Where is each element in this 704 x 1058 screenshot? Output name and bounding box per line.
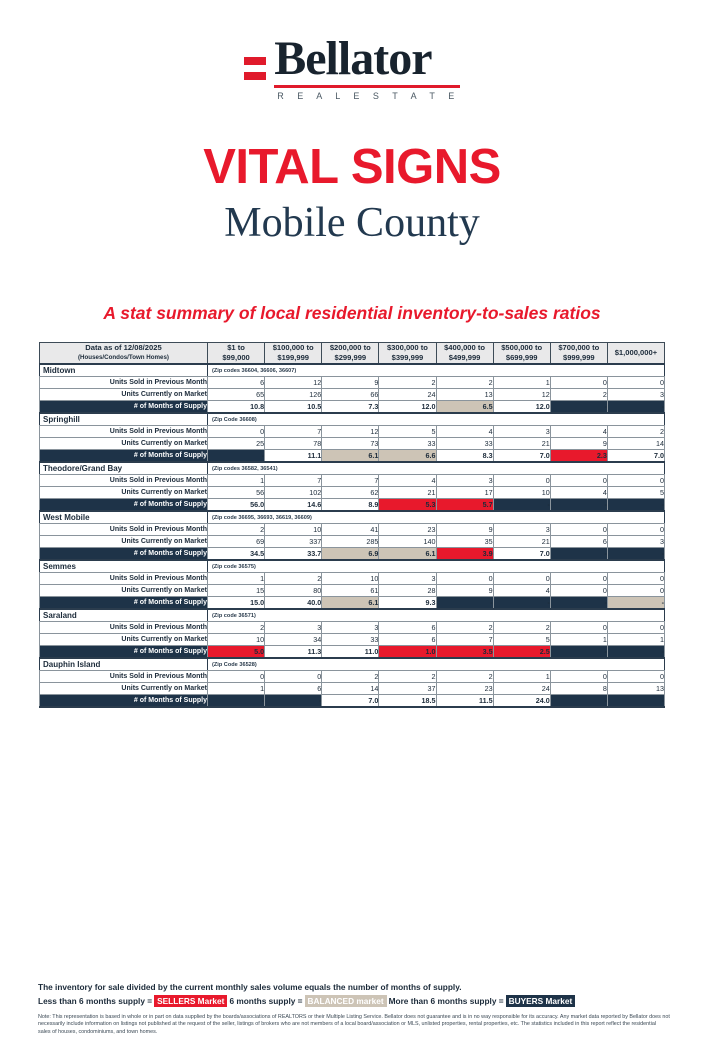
cell-market-1: 337 — [265, 536, 322, 548]
table-row — [40, 683, 665, 695]
cell-supply-0: 34.5 — [208, 548, 265, 561]
cell-market-3: 140 — [379, 536, 436, 548]
cell-market-4: 7 — [436, 634, 493, 646]
cell-sold-6: 0 — [550, 377, 607, 389]
cell-sold-2: 2 — [322, 671, 379, 683]
table-row — [40, 499, 665, 512]
cell-supply-5: 24.0 — [493, 695, 550, 708]
section-row-3 — [40, 511, 665, 524]
page-title: VITAL SIGNS — [203, 140, 501, 194]
section-row-1 — [40, 413, 665, 426]
cell-market-2: 14 — [322, 683, 379, 695]
cell-sold-1: 7 — [265, 426, 322, 438]
section-zips: (Zip Code 36528) — [208, 658, 665, 671]
cell-market-4: 17 — [436, 487, 493, 499]
cell-market-1: 80 — [265, 585, 322, 597]
cell-sold-5: 2 — [493, 622, 550, 634]
cell-supply-1: 14.6 — [265, 499, 322, 512]
cell-supply-5: - — [493, 499, 550, 512]
cell-market-4: 33 — [436, 438, 493, 450]
row-label-market: Units Currently on Market — [40, 683, 208, 695]
footer — [38, 982, 670, 1037]
cell-sold-7: 0 — [607, 524, 664, 536]
cell-market-7: 3 — [607, 389, 664, 401]
column-header-4: $400,000 to $499,999 — [436, 343, 493, 365]
cell-supply-7: - — [607, 499, 664, 512]
row-label-sold: Units Sold in Previous Month — [40, 573, 208, 585]
column-header-2: $200,000 to $299,999 — [322, 343, 379, 365]
row-label-sold: Units Sold in Previous Month — [40, 622, 208, 634]
cell-market-2: 33 — [322, 634, 379, 646]
logo-name: Bellator — [274, 32, 432, 85]
cell-sold-7: 2 — [607, 426, 664, 438]
cell-supply-5: 7.0 — [493, 548, 550, 561]
cell-sold-5: 3 — [493, 426, 550, 438]
table-row — [40, 426, 665, 438]
column-header-0: $1 to $99,000 — [208, 343, 265, 365]
cell-sold-1: 12 — [265, 377, 322, 389]
section-zips: (Zip code 36571) — [208, 609, 665, 622]
table-row — [40, 389, 665, 401]
section-name: Midtown — [40, 364, 208, 377]
cell-market-6: 2 — [550, 389, 607, 401]
row-label-supply: # of Months of Supply — [40, 499, 208, 512]
cell-supply-2: 6.1 — [322, 450, 379, 463]
cell-market-4: 9 — [436, 585, 493, 597]
cell-supply-3: 6.6 — [379, 450, 436, 463]
section-name: Saraland — [40, 609, 208, 622]
cell-supply-2: 7.3 — [322, 401, 379, 414]
cell-supply-2: 7.0 — [322, 695, 379, 708]
cell-supply-4: 3.5 — [436, 646, 493, 659]
column-header-5: $500,000 to $699,999 — [493, 343, 550, 365]
cell-market-7: 0 — [607, 585, 664, 597]
cell-market-3: 28 — [379, 585, 436, 597]
table-row — [40, 585, 665, 597]
cell-market-0: 69 — [208, 536, 265, 548]
cell-market-7: 1 — [607, 634, 664, 646]
legend-balanced-chip: BALANCED market — [305, 995, 387, 1007]
cell-sold-3: 6 — [379, 622, 436, 634]
cell-market-5: 5 — [493, 634, 550, 646]
section-row-2 — [40, 462, 665, 475]
cell-supply-6: - — [550, 597, 607, 610]
cell-sold-6: 0 — [550, 622, 607, 634]
cell-supply-5: 2.5 — [493, 646, 550, 659]
section-row-5 — [40, 609, 665, 622]
cell-market-7: 5 — [607, 487, 664, 499]
cell-sold-0: 6 — [208, 377, 265, 389]
cell-market-1: 102 — [265, 487, 322, 499]
cell-market-4: 35 — [436, 536, 493, 548]
cell-sold-4: 2 — [436, 377, 493, 389]
cell-sold-5: 0 — [493, 573, 550, 585]
cell-supply-2: 6.9 — [322, 548, 379, 561]
cell-supply-6: - — [550, 401, 607, 414]
cell-sold-1: 2 — [265, 573, 322, 585]
cell-sold-2: 12 — [322, 426, 379, 438]
cell-sold-0: 0 — [208, 671, 265, 683]
cell-supply-7: 7.0 — [607, 450, 664, 463]
row-label-market: Units Currently on Market — [40, 585, 208, 597]
cell-market-2: 61 — [322, 585, 379, 597]
section-zips: (Zip codes 36604, 36606, 36607) — [208, 364, 665, 377]
section-name: Dauphin Island — [40, 658, 208, 671]
legend — [38, 995, 670, 1007]
section-name: West Mobile — [40, 511, 208, 524]
table-row — [40, 377, 665, 389]
table-row — [40, 524, 665, 536]
cell-market-0: 56 — [208, 487, 265, 499]
cell-market-6: 9 — [550, 438, 607, 450]
row-label-sold: Units Sold in Previous Month — [40, 475, 208, 487]
cell-sold-4: 3 — [436, 475, 493, 487]
cell-sold-0: 1 — [208, 475, 265, 487]
section-row-4 — [40, 560, 665, 573]
cell-sold-6: 4 — [550, 426, 607, 438]
cell-sold-5: 3 — [493, 524, 550, 536]
legend-mid: 6 months supply = — [229, 995, 303, 1006]
cell-market-7: 14 — [607, 438, 664, 450]
cell-supply-1: 11.3 — [265, 646, 322, 659]
cell-supply-3: 6.1 — [379, 548, 436, 561]
cell-sold-1: 10 — [265, 524, 322, 536]
section-row-0 — [40, 364, 665, 377]
cell-market-3: 21 — [379, 487, 436, 499]
vital-signs-table-wrap — [39, 342, 665, 708]
cell-supply-3: 1.0 — [379, 646, 436, 659]
cell-supply-5: 7.0 — [493, 450, 550, 463]
cell-supply-2: 8.9 — [322, 499, 379, 512]
page-subtitle: Mobile County — [224, 200, 480, 246]
row-label-market: Units Currently on Market — [40, 487, 208, 499]
cell-sold-7: 0 — [607, 377, 664, 389]
cell-supply-1: 40.0 — [265, 597, 322, 610]
cell-sold-3: 4 — [379, 475, 436, 487]
cell-supply-1: 10.5 — [265, 401, 322, 414]
cell-sold-4: 0 — [436, 573, 493, 585]
cell-supply-0: 56.0 — [208, 499, 265, 512]
cell-supply-2: 11.0 — [322, 646, 379, 659]
cell-supply-4: 8.3 — [436, 450, 493, 463]
cell-sold-7: 0 — [607, 475, 664, 487]
cell-supply-6: 2.3 — [550, 450, 607, 463]
cell-sold-5: 1 — [493, 671, 550, 683]
cell-supply-7: - — [607, 597, 664, 610]
table-header-row — [40, 343, 665, 365]
cell-sold-2: 7 — [322, 475, 379, 487]
row-label-sold: Units Sold in Previous Month — [40, 671, 208, 683]
cell-market-6: 4 — [550, 487, 607, 499]
cell-supply-3: 12.0 — [379, 401, 436, 414]
cell-sold-7: 0 — [607, 671, 664, 683]
cell-market-6: 8 — [550, 683, 607, 695]
cell-supply-7: - — [607, 646, 664, 659]
cell-supply-4: - — [436, 597, 493, 610]
cell-sold-1: 3 — [265, 622, 322, 634]
table-row — [40, 671, 665, 683]
section-name: Semmes — [40, 560, 208, 573]
table-row — [40, 487, 665, 499]
row-label-market: Units Currently on Market — [40, 634, 208, 646]
cell-supply-3: 5.3 — [379, 499, 436, 512]
cell-sold-3: 3 — [379, 573, 436, 585]
cell-market-1: 78 — [265, 438, 322, 450]
cell-sold-5: 0 — [493, 475, 550, 487]
row-label-supply: # of Months of Supply — [40, 401, 208, 414]
table-row — [40, 401, 665, 414]
cell-sold-0: 1 — [208, 573, 265, 585]
cell-sold-5: 1 — [493, 377, 550, 389]
section-zips: (Zip code 36575) — [208, 560, 665, 573]
column-header-3: $300,000 to $399,999 — [379, 343, 436, 365]
cell-sold-2: 9 — [322, 377, 379, 389]
legend-buyers-chip: BUYERS Market — [506, 995, 576, 1007]
cell-sold-4: 9 — [436, 524, 493, 536]
cell-supply-1: 33.7 — [265, 548, 322, 561]
cell-sold-1: 7 — [265, 475, 322, 487]
cell-market-0: 1 — [208, 683, 265, 695]
legend-sellers-chip: SELLERS Market — [154, 995, 227, 1007]
cell-market-2: 285 — [322, 536, 379, 548]
cell-supply-7: - — [607, 548, 664, 561]
legend-prefix: Less than 6 months supply = — [38, 995, 153, 1006]
summary-line: A stat summary of local residential inventory-to-sales ratios — [103, 303, 601, 323]
cell-market-2: 66 — [322, 389, 379, 401]
table-row — [40, 475, 665, 487]
cell-market-3: 37 — [379, 683, 436, 695]
logo-bars-icon — [244, 34, 266, 101]
cell-supply-0: - — [208, 450, 265, 463]
cell-market-5: 12 — [493, 389, 550, 401]
cell-supply-7: - — [607, 695, 664, 708]
cell-sold-0: 0 — [208, 426, 265, 438]
logo-subtitle: R E A L E S T A T E — [277, 91, 460, 101]
cell-market-6: 1 — [550, 634, 607, 646]
cell-sold-3: 23 — [379, 524, 436, 536]
cell-sold-2: 3 — [322, 622, 379, 634]
disclaimer: Note: This representation is based in whole or in part on data supplied by the boards/associations of REALTORS or their Multiple Listing Service. Bellator does not guarantee and is in no way responsible for its accuracy. Any market data reported by Bellator does not necessarily include information on listings not published at the request of the seller, listings of brokers who are not members of a local board/association or MLS, unlisted properties, rental properties, etc. The statistics included in this report reflect the residential sales of houses, condominiums, and town homes. — [38, 1013, 670, 1035]
cell-supply-5: 12.0 — [493, 401, 550, 414]
cell-market-0: 25 — [208, 438, 265, 450]
column-header-7: $1,000,000+ — [607, 343, 664, 365]
cell-sold-0: 2 — [208, 524, 265, 536]
row-label-market: Units Currently on Market — [40, 536, 208, 548]
cell-supply-5: - — [493, 597, 550, 610]
cell-market-2: 62 — [322, 487, 379, 499]
cell-market-0: 15 — [208, 585, 265, 597]
row-label-sold: Units Sold in Previous Month — [40, 426, 208, 438]
row-label-market: Units Currently on Market — [40, 389, 208, 401]
cell-market-5: 10 — [493, 487, 550, 499]
cell-market-4: 23 — [436, 683, 493, 695]
cell-sold-3: 5 — [379, 426, 436, 438]
table-row — [40, 646, 665, 659]
vital-signs-table — [39, 342, 665, 708]
cell-supply-0: 15.0 — [208, 597, 265, 610]
cell-market-2: 73 — [322, 438, 379, 450]
cell-market-5: 21 — [493, 536, 550, 548]
cell-sold-3: 2 — [379, 377, 436, 389]
cell-supply-0: 10.8 — [208, 401, 265, 414]
table-row — [40, 573, 665, 585]
cell-sold-3: 2 — [379, 671, 436, 683]
cell-supply-6: - — [550, 499, 607, 512]
table-row — [40, 622, 665, 634]
logo-rule — [274, 85, 460, 88]
cell-sold-7: 0 — [607, 573, 664, 585]
column-header-1: $100,000 to $199,999 — [265, 343, 322, 365]
cell-sold-2: 10 — [322, 573, 379, 585]
cell-supply-3: 9.3 — [379, 597, 436, 610]
cell-supply-0: 5.0 — [208, 646, 265, 659]
cell-supply-4: 11.5 — [436, 695, 493, 708]
cell-sold-2: 41 — [322, 524, 379, 536]
table-row — [40, 536, 665, 548]
cell-sold-7: 0 — [607, 622, 664, 634]
brand-logo — [0, 34, 704, 101]
row-label-supply: # of Months of Supply — [40, 450, 208, 463]
cell-sold-4: 4 — [436, 426, 493, 438]
cell-market-4: 13 — [436, 389, 493, 401]
section-row-6 — [40, 658, 665, 671]
table-row — [40, 695, 665, 708]
section-zips: (Zip codes 36582, 36541) — [208, 462, 665, 475]
cell-market-7: 3 — [607, 536, 664, 548]
cell-market-3: 6 — [379, 634, 436, 646]
row-label-supply: # of Months of Supply — [40, 548, 208, 561]
cell-market-3: 24 — [379, 389, 436, 401]
row-label-market: Units Currently on Market — [40, 438, 208, 450]
row-label-sold: Units Sold in Previous Month — [40, 377, 208, 389]
cell-market-1: 34 — [265, 634, 322, 646]
cell-sold-6: 0 — [550, 573, 607, 585]
cell-market-5: 4 — [493, 585, 550, 597]
section-zips: (Zip code 36695, 36693, 36619, 36609) — [208, 511, 665, 524]
table-header-title: Data as of 12/08/2025 (Houses/Condos/Town Homes) — [40, 343, 208, 365]
cell-market-5: 21 — [493, 438, 550, 450]
row-label-supply: # of Months of Supply — [40, 695, 208, 708]
legend-mid2: More than 6 months supply = — [388, 995, 504, 1006]
cell-sold-4: 2 — [436, 671, 493, 683]
cell-sold-6: 0 — [550, 475, 607, 487]
cell-market-1: 126 — [265, 389, 322, 401]
section-name: Theodore/Grand Bay — [40, 462, 208, 475]
cell-market-5: 24 — [493, 683, 550, 695]
cell-supply-4: 6.5 — [436, 401, 493, 414]
section-name: Springhill — [40, 413, 208, 426]
cell-supply-6: - — [550, 695, 607, 708]
cell-market-7: 13 — [607, 683, 664, 695]
cell-sold-0: 2 — [208, 622, 265, 634]
cell-market-0: 65 — [208, 389, 265, 401]
cell-market-6: 0 — [550, 585, 607, 597]
cell-supply-0: - — [208, 695, 265, 708]
cell-market-0: 10 — [208, 634, 265, 646]
footer-definition: The inventory for sale divided by the current monthly sales volume equals the number of months of supply. — [38, 981, 462, 992]
cell-sold-6: 0 — [550, 524, 607, 536]
cell-market-3: 33 — [379, 438, 436, 450]
cell-supply-1: - — [265, 695, 322, 708]
cell-supply-7: - — [607, 401, 664, 414]
row-label-supply: # of Months of Supply — [40, 646, 208, 659]
cell-supply-1: 11.1 — [265, 450, 322, 463]
section-zips: (Zip Code 36608) — [208, 413, 665, 426]
cell-supply-4: 5.7 — [436, 499, 493, 512]
cell-supply-6: - — [550, 646, 607, 659]
cell-supply-3: 18.5 — [379, 695, 436, 708]
table-row — [40, 548, 665, 561]
row-label-supply: # of Months of Supply — [40, 597, 208, 610]
table-row — [40, 450, 665, 463]
table-row — [40, 597, 665, 610]
column-header-6: $700,000 to $999,999 — [550, 343, 607, 365]
cell-market-1: 6 — [265, 683, 322, 695]
cell-supply-4: 3.9 — [436, 548, 493, 561]
cell-supply-2: 6.1 — [322, 597, 379, 610]
row-label-sold: Units Sold in Previous Month — [40, 524, 208, 536]
cell-market-6: 6 — [550, 536, 607, 548]
cell-sold-1: 0 — [265, 671, 322, 683]
table-row — [40, 634, 665, 646]
cell-supply-6: - — [550, 548, 607, 561]
cell-sold-4: 2 — [436, 622, 493, 634]
cell-sold-6: 0 — [550, 671, 607, 683]
table-row — [40, 438, 665, 450]
